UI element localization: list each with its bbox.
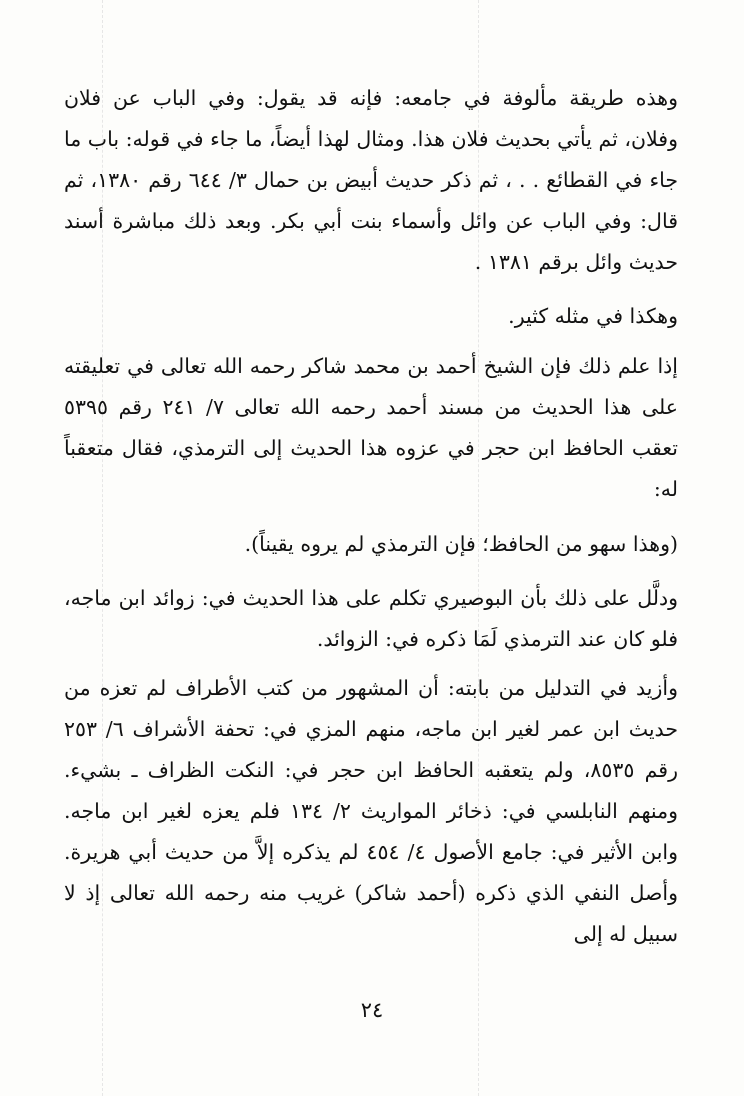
paragraph-text: وأزيد في التدليل من بابته: أن المشهور من كتب الأطراف لم تعزه من حديث ابن عمر لغير ابن ماجه، منهم المزي في: تحفة الأشراف ٦/ ٢٥٣ رقم ٨٥٣٥، ولم يتعقبه الحافظ ابن حجر في: النكت الظراف ـ بشيء. ومنهم النابلسي في: ذخائر المواريث ٢/ ١٣٤ فلم يعزه لغير ابن ماجه. وابن الأثير في: جامع الأصول ٤/ ٤٥٤ لم يذكره إلاَّ من حديث أبي هريرة. وأصل النفي الذي ذكره (أحمد شاكر) غريب منه رحمه الله تعالى إذ لا سبيل له إلى	[64, 676, 678, 946]
paragraph-text: إذا علم ذلك فإن الشيخ أحمد بن محمد شاكر رحمه الله تعالى في تعليقته على هذا الحديث من مسند أحمد رحمه الله تعالى ٧/ ٢٤١ رقم ٥٣٩٥ تعقب الحافظ ابن حجر في عزوه هذا الحديث إلى الترمذي، فقال متعقباً له:	[64, 354, 678, 501]
paragraph-1	[64, 78, 678, 283]
paragraph-text: (وهذا سهو من الحافظ؛ فإن الترمذي لم يروه يقيناً).	[244, 532, 678, 556]
paragraph-text: وهذه طريقة مألوفة في جامعه: فإنه قد يقول: وفي الباب عن فلان وفلان، ثم يأتي بحديث فلان هذا. ومثال لهذا أيضاً، ما جاء في قوله: باب ما جاء في القطائع . . ، ثم ذكر حديث أبيض بن حمال ٣/ ٦٤٤ رقم ١٣٨٠، ثم قال: وفي الباب عن وائل وأسماء بنت أبي بكر. وبعد ذلك مباشرة أسند حديث وائل برقم ١٣٨١ .	[64, 86, 678, 274]
paragraph-text: ودلَّل على ذلك بأن البوصيري تكلم على هذا الحديث في: زوائد ابن ماجه، فلو كان عند الترمذي لَمَا ذكره في: الزوائد.	[64, 586, 678, 651]
paragraph-4	[64, 578, 678, 660]
quote-paragraph	[64, 524, 678, 565]
paragraph-3	[64, 346, 678, 510]
paragraph-text: وهكذا في مثله كثير.	[508, 304, 678, 328]
paragraph-5	[64, 668, 678, 955]
page-number: ٢٤	[360, 998, 384, 1022]
paragraph-2	[64, 296, 678, 337]
